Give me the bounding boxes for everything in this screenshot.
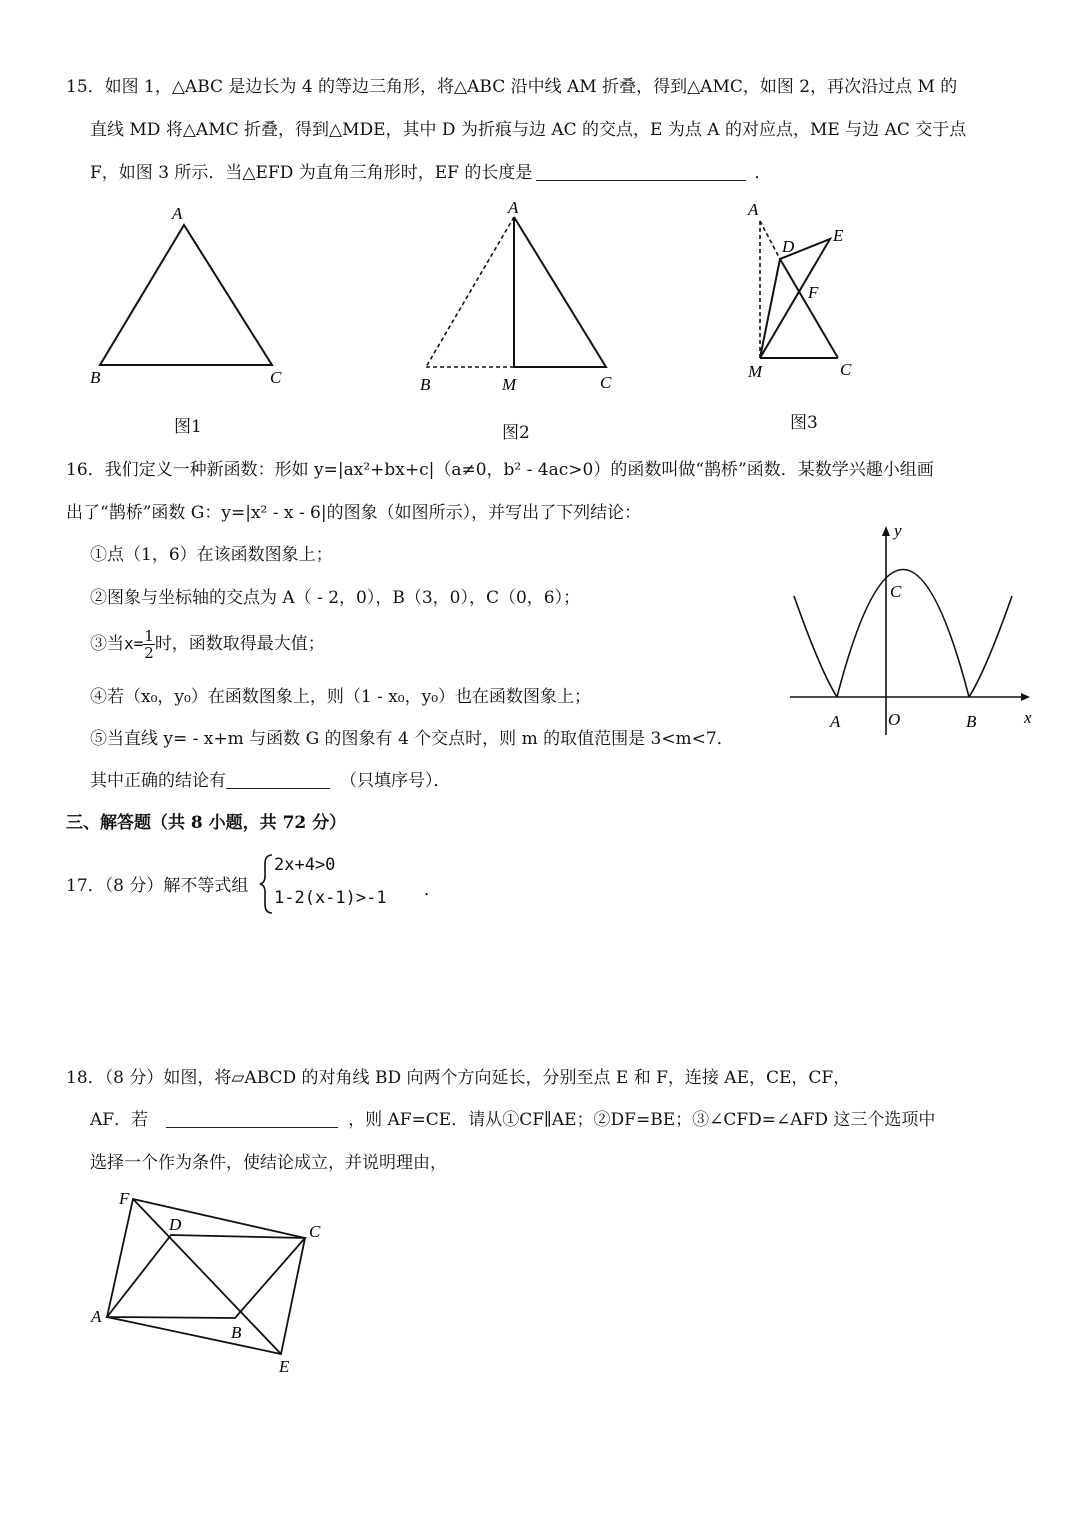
- q16-line1: 16．我们定义一种新函数：形如 y=|ax²+bx+c|（a≠0，b² - 4ac>0）的函数叫做“鹊桥”函数．某数学兴趣小组画: [66, 460, 934, 480]
- fig2-triangle-AMC: [514, 217, 606, 367]
- fig1-label-B: B: [90, 368, 101, 387]
- q18-line2-post: ，则 AF=CE．请从①CF∥AE；②DF=BE；③∠CFD=∠AFD 这三个选项中: [348, 1110, 936, 1130]
- q16-item1: ①点（1，6）在该函数图象上；: [90, 545, 333, 565]
- q18-line2: [90, 1109, 935, 1131]
- fig3-label-D: D: [782, 237, 795, 256]
- graph-label-C: C: [890, 582, 902, 601]
- graph-middle-arch: [837, 570, 969, 698]
- q16-answer-pre: 其中正确的结论有: [90, 771, 226, 791]
- fig1-triangle: [100, 225, 272, 365]
- q15-line2: 直线 MD 将△AMC 折叠，得到△MDE，其中 D 为折痕与边 AC 的交点，E 为点 A 的对应点，ME 与边 AC 交于点: [90, 120, 967, 140]
- q15-line3: [90, 162, 771, 184]
- q18-diagonal-FE: [133, 1199, 281, 1354]
- q16-answer-line: [90, 770, 451, 792]
- q15-line1: 15．如图 1，△ABC 是边长为 4 的等边三角形，将△ABC 沿中线 AM 折叠，得到△AMC，如图 2，再次沿过点 M 的: [66, 77, 958, 97]
- q18-line2-pre: AF．若: [90, 1110, 149, 1130]
- q16-answer-post: （只填序号）．: [340, 771, 451, 791]
- fig3-dashed-AD: [760, 221, 780, 259]
- fig1-caption: 图1: [174, 417, 202, 437]
- fig3-label-A: A: [748, 200, 759, 219]
- graph-left-branch: [794, 596, 837, 697]
- graph-label-x: x: [1024, 708, 1032, 727]
- graph-label-A: A: [830, 712, 841, 731]
- q17-prefix: 17．（8 分）解不等式组: [66, 876, 249, 896]
- q15-figure1: [80, 195, 310, 395]
- q17-inequality-2: 1-2(x-1)>-1: [274, 888, 387, 908]
- fraction-numerator: 1: [144, 627, 154, 645]
- q18-label-B: B: [231, 1323, 242, 1342]
- fig3-triangle-MDE: [760, 239, 830, 358]
- fig3-label-M: M: [748, 362, 763, 381]
- q18-figure: [85, 1180, 345, 1380]
- q15-answer-blank[interactable]: [536, 162, 746, 181]
- fig3-caption: 图3: [790, 413, 818, 433]
- fig2-label-B: B: [420, 375, 431, 394]
- q15-figure2: [410, 195, 640, 405]
- q16-item2: ②图象与坐标轴的交点为 A（ - 2，0），B（3，0），C（0，6）；: [90, 588, 581, 608]
- q16-function-graph: [780, 520, 1040, 740]
- fraction-denominator: 2: [144, 644, 154, 662]
- q18-label-C: C: [309, 1222, 321, 1241]
- fig3-label-E: E: [833, 226, 844, 245]
- graph-right-branch: [969, 596, 1012, 697]
- q18-answer-blank[interactable]: [166, 1109, 338, 1128]
- q18-label-F: F: [119, 1189, 130, 1208]
- fig2-caption: 图2: [502, 423, 530, 443]
- fig1-label-A: A: [172, 204, 183, 223]
- q17-inequality-1: 2x+4>0: [274, 855, 336, 875]
- q16-item3-pre: ③当: [90, 634, 124, 654]
- q16-item3-x: x=: [124, 634, 144, 653]
- graph-label-O: O: [888, 710, 901, 729]
- x-axis-arrow-icon: [1021, 693, 1030, 701]
- section-heading: 三、解答题（共 8 小题，共 72 分）: [66, 813, 347, 833]
- fig3-label-F: F: [808, 283, 819, 302]
- q16-item3: [90, 622, 325, 666]
- q15-line3-end: ．: [754, 163, 772, 183]
- q16-answer-blank[interactable]: [226, 770, 330, 789]
- q18-label-D: D: [169, 1215, 182, 1234]
- q16-item3-fraction: [143, 628, 155, 661]
- q16-item5: ⑤当直线 y= - x+m 与函数 G 的图象有 4 个交点时，则 m 的取值范围是 3<m<7．: [90, 729, 734, 749]
- q16-line2: 出了“鹊桥”函数 G：y=|x² - x - 6|的图象（如图所示），并写出了下列结论：: [66, 503, 642, 523]
- fig1-label-C: C: [270, 368, 282, 387]
- graph-label-B: B: [966, 712, 977, 731]
- q18-line3: 选择一个作为条件，使结论成立，并说明理由，: [90, 1153, 447, 1173]
- q17-suffix: ．: [424, 880, 441, 900]
- graph-label-y: y: [894, 521, 902, 540]
- y-axis-arrow-icon: [882, 526, 890, 536]
- fig2-dashed-AB: [426, 217, 514, 367]
- q16-item3-post: 时，函数取得最大值；: [154, 634, 325, 654]
- q18-label-A: A: [91, 1307, 102, 1326]
- q18-label-E: E: [279, 1357, 290, 1376]
- fig2-label-C: C: [600, 373, 612, 392]
- fig3-label-C: C: [840, 360, 852, 379]
- q16-item4: ④若（x₀，y₀）在函数图象上，则（1 - x₀，y₀）也在函数图象上；: [90, 687, 592, 707]
- q18-line1: 18．（8 分）如图，将▱ABCD 的对角线 BD 向两个方向延长，分别至点 E 和 F，连接 AE，CE，CF，: [66, 1068, 851, 1088]
- fig2-label-M: M: [502, 375, 517, 394]
- q15-line3-text: F，如图 3 所示．当△EFD 为直角三角形时，EF 的长度是: [90, 163, 533, 183]
- q15-figure3: [740, 195, 880, 390]
- fig2-label-A: A: [508, 198, 519, 217]
